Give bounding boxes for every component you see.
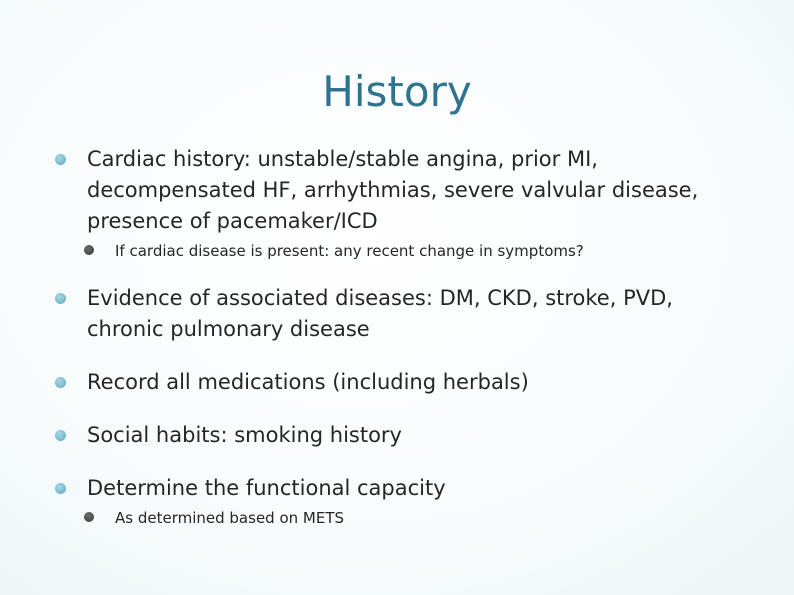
bullet-dot-icon <box>55 483 66 494</box>
bullet-list <box>50 144 730 550</box>
sub-bullet-text: If cardiac disease is present: any recent change in symptoms? <box>115 242 584 260</box>
bullet-text: Determine the functional capacity <box>87 476 446 500</box>
bullet-text: Social habits: smoking history <box>87 423 402 447</box>
bullet-text: Record all medications (including herbals) <box>87 370 529 394</box>
sub-bullet-mets <box>78 508 730 528</box>
bullet-text: Cardiac history: unstable/stable angina, prior MI, decompensated HF, arrhythmias, severe valvular disease, presence of pacemaker/ICD <box>87 147 699 233</box>
slide-title <box>0 64 794 120</box>
bullet-functional-capacity <box>50 473 730 504</box>
bullet-dot-icon <box>55 154 66 165</box>
bullet-dot-icon <box>55 293 66 304</box>
bullet-medications <box>50 367 730 398</box>
sub-bullet-dot-icon <box>84 245 94 255</box>
bullet-associated-diseases <box>50 283 730 345</box>
bullet-dot-icon <box>55 377 66 388</box>
bullet-social-habits <box>50 420 730 451</box>
sub-bullet-dot-icon <box>84 512 94 522</box>
sub-bullet-group <box>50 508 730 528</box>
sub-bullet-cardiac-symptoms <box>78 241 730 261</box>
bullet-dot-icon <box>55 430 66 441</box>
sub-bullet-text: As determined based on METS <box>115 509 345 527</box>
bullet-cardiac-history <box>50 144 730 237</box>
slide-title-text: History <box>322 67 472 116</box>
sub-bullet-group <box>50 241 730 261</box>
bullet-text: Evidence of associated diseases: DM, CKD, stroke, PVD, chronic pulmonary disease <box>87 286 673 341</box>
